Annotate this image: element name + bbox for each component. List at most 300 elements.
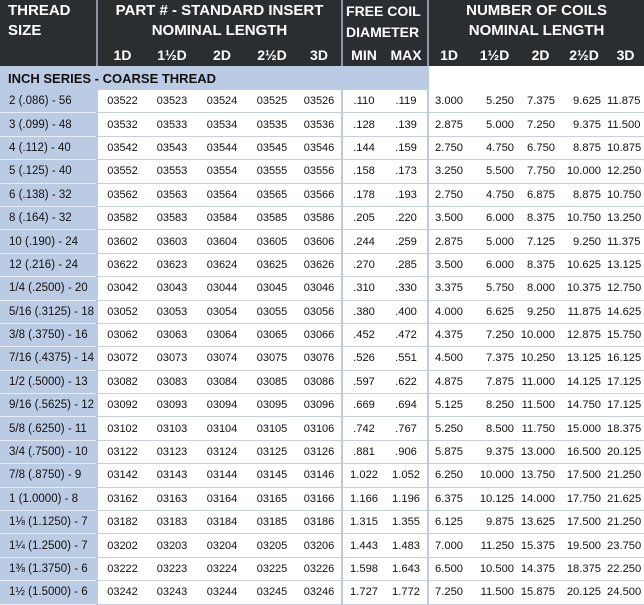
part-number-cell: 03583 <box>147 206 197 229</box>
diameter-max-cell: .694 <box>385 394 428 417</box>
thread-size-cell: 7/8 (.8750) - 9 <box>0 464 97 487</box>
table-row <box>0 253 644 276</box>
section-label: INCH SERIES - COARSE THREAD <box>0 66 428 90</box>
table-row <box>0 300 644 323</box>
coil-count-cell: 10.875 <box>607 136 644 159</box>
thread-size-cell: 12 (.216) - 24 <box>0 253 97 276</box>
thread-size-cell: 5 (.125) - 40 <box>0 160 97 183</box>
coil-count-cell: 17.125 <box>607 394 644 417</box>
thread-size-cell: 6 (.138) - 32 <box>0 183 97 206</box>
part-number-cell: 03096 <box>297 394 342 417</box>
coil-count-cell: 11.500 <box>469 581 520 604</box>
thread-size-cell: 2 (.086) - 56 <box>0 90 97 113</box>
coil-count-cell: 6.000 <box>469 253 520 276</box>
coil-count-cell: 8.500 <box>469 417 520 440</box>
coil-count-cell: 23.750 <box>607 534 644 557</box>
table-row <box>0 534 644 557</box>
coil-count-cell: 8.875 <box>561 183 607 206</box>
coil-count-cell: 6.500 <box>428 557 469 580</box>
free-coil-diameter-header: FREE COIL DIAMETER <box>342 0 428 44</box>
coil-count-cell: 15.000 <box>561 417 607 440</box>
coil-count-cell: 4.750 <box>469 136 520 159</box>
coil-count-cell: 5.500 <box>469 160 520 183</box>
table-row <box>0 230 644 253</box>
coil-count-cell: 3.500 <box>428 253 469 276</box>
coil-count-cell: 7.250 <box>428 581 469 604</box>
part-number-cell: 03165 <box>247 487 297 510</box>
table-row <box>0 370 644 393</box>
coil-count-cell: 9.250 <box>520 300 561 323</box>
part-number-cell: 03524 <box>197 90 247 113</box>
diameter-max-cell: .767 <box>385 417 428 440</box>
table-row <box>0 160 644 183</box>
diameter-min-cell: .526 <box>342 347 385 370</box>
diameter-max-cell: .159 <box>385 136 428 159</box>
part-number-cell: 03536 <box>297 113 342 136</box>
coil-count-cell: 13.125 <box>607 253 644 276</box>
diameter-min-cell: .669 <box>342 394 385 417</box>
coil-count-cell: 8.000 <box>520 277 561 300</box>
part-number-cell: 03582 <box>97 206 147 229</box>
diameter-min-cell: .244 <box>342 230 385 253</box>
coil-count-cell: 12.250 <box>607 160 644 183</box>
part-number-cell: 03053 <box>147 300 197 323</box>
thread-size-cell: 10 (.190) - 24 <box>0 230 97 253</box>
table-row <box>0 557 644 580</box>
coil-count-cell: 22.250 <box>607 557 644 580</box>
diameter-max-cell: 1.355 <box>385 511 428 534</box>
part-number-cell: 03626 <box>297 253 342 276</box>
coil-count-cell: 9.875 <box>469 511 520 534</box>
part-number-cell: 03244 <box>197 581 247 604</box>
part-number-cell: 03202 <box>97 534 147 557</box>
part-number-cell: 03246 <box>297 581 342 604</box>
coil-count-cell: 13.125 <box>561 347 607 370</box>
thread-size-cell: 5/16 (.3125) - 18 <box>0 300 97 323</box>
part-number-cell: 03225 <box>247 557 297 580</box>
part-number-cell: 03584 <box>197 206 247 229</box>
coil-count-cell: 5.250 <box>469 90 520 113</box>
coil-count-cell: 11.500 <box>607 113 644 136</box>
part-number-cell: 03105 <box>247 417 297 440</box>
coil-count-cell: 11.875 <box>561 300 607 323</box>
diameter-max-cell: 1.483 <box>385 534 428 557</box>
coil-count-cell: 10.750 <box>607 183 644 206</box>
diameter-min-label: MIN <box>342 44 385 66</box>
part-number-header: PART # - STANDARD INSERT NOMINAL LENGTH <box>97 0 342 44</box>
coil-count-cell: 17.500 <box>561 511 607 534</box>
part-number-cell: 03126 <box>297 440 342 463</box>
thread-size-cell: 7/16 (.4375) - 14 <box>0 347 97 370</box>
diameter-max-cell: .330 <box>385 277 428 300</box>
part-number-cell: 03184 <box>197 511 247 534</box>
coil-count-cell: 7.875 <box>469 370 520 393</box>
part-number-cell: 03052 <box>97 300 147 323</box>
diameter-min-cell: .742 <box>342 417 385 440</box>
diameter-min-cell: .205 <box>342 206 385 229</box>
coil-count-cell: 15.875 <box>520 581 561 604</box>
table-row <box>0 90 644 113</box>
diameter-min-cell: 1.727 <box>342 581 385 604</box>
diameter-min-cell: 1.166 <box>342 487 385 510</box>
part-number-cell: 03206 <box>297 534 342 557</box>
coil-count-cell: 6.250 <box>428 464 469 487</box>
thread-size-cell: 5/8 (.6250) - 11 <box>0 417 97 440</box>
coil-count-cell: 7.750 <box>520 160 561 183</box>
part-number-cell: 03123 <box>147 440 197 463</box>
part-number-cell: 03073 <box>147 347 197 370</box>
coil-count-cell: 3.250 <box>428 160 469 183</box>
table-row <box>0 136 644 159</box>
part-number-cell: 03563 <box>147 183 197 206</box>
diameter-max-cell: .622 <box>385 370 428 393</box>
diameter-min-cell: .270 <box>342 253 385 276</box>
coil-count-cell: 20.125 <box>607 440 644 463</box>
part-number-cell: 03185 <box>247 511 297 534</box>
part-number-cell: 03055 <box>247 300 297 323</box>
coil-count-cell: 11.875 <box>607 90 644 113</box>
coil-count-cell: 6.125 <box>428 511 469 534</box>
part-number-cell: 03602 <box>97 230 147 253</box>
part-number-cell: 03144 <box>197 464 247 487</box>
diameter-max-cell: .220 <box>385 206 428 229</box>
coil-count-cell: 12.750 <box>607 277 644 300</box>
part-number-cell: 03586 <box>297 206 342 229</box>
section-spacer <box>428 66 644 90</box>
coil-count-cell: 16.125 <box>607 347 644 370</box>
coil-count-cell: 4.000 <box>428 300 469 323</box>
part-number-cell: 03564 <box>197 183 247 206</box>
part-number-cell: 03224 <box>197 557 247 580</box>
diameter-min-cell: .178 <box>342 183 385 206</box>
coil-count-cell: 7.375 <box>520 90 561 113</box>
coil-count-cell: 14.125 <box>561 370 607 393</box>
coil-count-cell: 5.125 <box>428 394 469 417</box>
diameter-min-cell: 1.022 <box>342 464 385 487</box>
part-number-cell: 03525 <box>247 90 297 113</box>
part-number-cell: 03523 <box>147 90 197 113</box>
diameter-max-cell: .119 <box>385 90 428 113</box>
part-length-label: 1D <box>97 44 147 66</box>
part-number-cell: 03045 <box>247 277 297 300</box>
part-number-cell: 03183 <box>147 511 197 534</box>
diameter-max-cell: .906 <box>385 440 428 463</box>
table-row <box>0 464 644 487</box>
table-row <box>0 183 644 206</box>
coil-count-cell: 9.375 <box>561 113 607 136</box>
thread-size-cell: 1½ (1.5000) - 6 <box>0 581 97 604</box>
part-number-cell: 03243 <box>147 581 197 604</box>
diameter-max-cell: .400 <box>385 300 428 323</box>
diameter-min-cell: .881 <box>342 440 385 463</box>
part-number-cell: 03605 <box>247 230 297 253</box>
diameter-max-label: MAX <box>385 44 428 66</box>
part-number-cell: 03122 <box>97 440 147 463</box>
coil-count-cell: 3.500 <box>428 206 469 229</box>
part-number-cell: 03182 <box>97 511 147 534</box>
part-length-label: 2½D <box>257 47 287 63</box>
coil-count-cell: 17.750 <box>561 487 607 510</box>
table-row <box>0 487 644 510</box>
diameter-max-cell: 1.643 <box>385 557 428 580</box>
part-number-cell: 03555 <box>247 160 297 183</box>
coil-count-cell: 21.625 <box>607 487 644 510</box>
part-number-cell: 03226 <box>297 557 342 580</box>
coil-count-cell: 8.375 <box>520 206 561 229</box>
coil-count-cell: 2.750 <box>428 183 469 206</box>
coil-count-cell: 24.500 <box>607 581 644 604</box>
coil-count-cell: 10.500 <box>469 557 520 580</box>
part-number-cell: 03604 <box>197 230 247 253</box>
part-number-cell: 03565 <box>247 183 297 206</box>
part-number-cell: 03083 <box>147 370 197 393</box>
coil-length-label: 3D <box>616 47 635 63</box>
thread-size-cell: 4 (.112) - 40 <box>0 136 97 159</box>
coil-count-cell: 14.000 <box>520 487 561 510</box>
coil-count-cell: 11.000 <box>520 370 561 393</box>
diameter-max-cell: 1.052 <box>385 464 428 487</box>
table-row <box>0 511 644 534</box>
thread-size-cell: 1 (1.0000) - 8 <box>0 487 97 510</box>
diameter-max-cell: .259 <box>385 230 428 253</box>
coil-count-cell: 20.125 <box>561 581 607 604</box>
part-number-cell: 03543 <box>147 136 197 159</box>
part-number-cell: 03553 <box>147 160 197 183</box>
thread-size-cell: 3/8 (.3750) - 16 <box>0 323 97 346</box>
coil-count-cell: 15.375 <box>520 534 561 557</box>
table-row <box>0 113 644 136</box>
part-number-cell: 03046 <box>297 277 342 300</box>
part-number-cell: 03062 <box>97 323 147 346</box>
coil-count-cell: 10.750 <box>561 206 607 229</box>
part-number-cell: 03145 <box>247 464 297 487</box>
diameter-max-cell: 1.772 <box>385 581 428 604</box>
part-number-cell: 03554 <box>197 160 247 183</box>
table-row <box>0 277 644 300</box>
part-number-cell: 03056 <box>297 300 342 323</box>
part-number-cell: 03603 <box>147 230 197 253</box>
diameter-max-cell: .472 <box>385 323 428 346</box>
diameter-max-cell: .173 <box>385 160 428 183</box>
coil-length-label: 1D <box>440 47 458 63</box>
coil-count-cell: 11.750 <box>520 417 561 440</box>
coil-count-cell: 4.875 <box>428 370 469 393</box>
coil-count-cell: 2.875 <box>428 230 469 253</box>
diameter-min-cell: .452 <box>342 323 385 346</box>
coil-count-cell: 17.500 <box>561 464 607 487</box>
coil-length-label: 2D <box>531 47 550 63</box>
part-number-cell: 03072 <box>97 347 147 370</box>
thread-size-cell: 8 (.164) - 32 <box>0 206 97 229</box>
table-row <box>0 347 644 370</box>
part-number-cell: 03142 <box>97 464 147 487</box>
coil-count-cell: 6.375 <box>428 487 469 510</box>
part-number-cell: 03203 <box>147 534 197 557</box>
table-row <box>0 417 644 440</box>
coil-count-cell: 10.250 <box>520 347 561 370</box>
part-number-cell: 03245 <box>247 581 297 604</box>
coil-count-cell: 4.500 <box>428 347 469 370</box>
coil-count-cell: 14.750 <box>561 394 607 417</box>
part-number-cell: 03043 <box>147 277 197 300</box>
part-number-cell: 03146 <box>297 464 342 487</box>
table-row <box>0 440 644 463</box>
coil-count-cell: 5.000 <box>469 230 520 253</box>
part-number-cell: 03623 <box>147 253 197 276</box>
part-number-cell: 03093 <box>147 394 197 417</box>
coil-length-label: 1½D <box>479 47 510 63</box>
part-number-cell: 03622 <box>97 253 147 276</box>
part-number-cell: 03102 <box>97 417 147 440</box>
part-number-cell: 03545 <box>247 136 297 159</box>
part-number-cell: 03204 <box>197 534 247 557</box>
coil-count-cell: 5.750 <box>469 277 520 300</box>
coil-count-cell: 5.875 <box>428 440 469 463</box>
part-number-cell: 03095 <box>247 394 297 417</box>
coil-count-cell: 9.625 <box>561 90 607 113</box>
part-number-cell: 03625 <box>247 253 297 276</box>
coil-count-cell: 15.750 <box>607 323 644 346</box>
part-number-cell: 03535 <box>247 113 297 136</box>
coil-count-cell: 6.000 <box>469 206 520 229</box>
coil-count-cell: 5.000 <box>469 113 520 136</box>
coil-count-cell: 18.375 <box>561 557 607 580</box>
part-number-cell: 03104 <box>197 417 247 440</box>
coil-count-cell: 7.250 <box>469 323 520 346</box>
part-number-cell: 03566 <box>297 183 342 206</box>
coil-count-cell: 9.250 <box>561 230 607 253</box>
coil-count-cell: 11.250 <box>469 534 520 557</box>
part-number-cell: 03223 <box>147 557 197 580</box>
coil-count-cell: 4.750 <box>469 183 520 206</box>
part-number-cell: 03084 <box>197 370 247 393</box>
diameter-max-cell: .193 <box>385 183 428 206</box>
part-number-cell: 03526 <box>297 90 342 113</box>
part-number-cell: 03552 <box>97 160 147 183</box>
coil-count-cell: 5.250 <box>428 417 469 440</box>
part-number-cell: 03542 <box>97 136 147 159</box>
coil-count-cell: 13.000 <box>520 440 561 463</box>
part-number-cell: 03063 <box>147 323 197 346</box>
part-number-cell: 03522 <box>97 90 147 113</box>
part-number-cell: 03103 <box>147 417 197 440</box>
coil-count-cell: 3.375 <box>428 277 469 300</box>
part-number-cell: 03044 <box>197 277 247 300</box>
coil-count-cell: 19.500 <box>561 534 607 557</box>
thread-size-cell: 1/2 (.5000) - 13 <box>0 370 97 393</box>
part-number-cell: 03075 <box>247 347 297 370</box>
diameter-min-cell: .128 <box>342 113 385 136</box>
diameter-min-cell: 1.315 <box>342 511 385 534</box>
coil-count-cell: 7.250 <box>520 113 561 136</box>
thread-size-header: THREAD SIZE <box>8 2 71 39</box>
diameter-min-cell: .158 <box>342 160 385 183</box>
part-number-cell: 03242 <box>97 581 147 604</box>
diameter-max-cell: .139 <box>385 113 428 136</box>
part-number-cell: 03163 <box>147 487 197 510</box>
part-number-cell: 03556 <box>297 160 342 183</box>
coil-count-cell: 10.000 <box>520 323 561 346</box>
part-number-cell: 03585 <box>247 206 297 229</box>
part-number-cell: 03074 <box>197 347 247 370</box>
diameter-min-cell: .110 <box>342 90 385 113</box>
coil-count-cell: 13.625 <box>520 511 561 534</box>
part-number-cell: 03125 <box>247 440 297 463</box>
coil-count-cell: 11.375 <box>607 230 644 253</box>
table-row <box>0 206 644 229</box>
coil-count-cell: 12.875 <box>561 323 607 346</box>
part-number-cell: 03076 <box>297 347 342 370</box>
part-number-cell: 03064 <box>197 323 247 346</box>
part-number-cell: 03082 <box>97 370 147 393</box>
part-number-cell: 03534 <box>197 113 247 136</box>
part-number-cell: 03066 <box>297 323 342 346</box>
diameter-min-cell: .144 <box>342 136 385 159</box>
coil-count-cell: 10.375 <box>561 277 607 300</box>
part-length-label: 1½D <box>157 47 187 63</box>
coil-count-cell: 6.750 <box>520 136 561 159</box>
part-number-cell: 03086 <box>297 370 342 393</box>
part-number-cell: 03054 <box>197 300 247 323</box>
thread-size-cell: 3 (.099) - 48 <box>0 113 97 136</box>
coil-count-cell: 11.500 <box>520 394 561 417</box>
coil-count-cell: 6.625 <box>469 300 520 323</box>
thread-size-cell: 3/4 (.7500) - 10 <box>0 440 97 463</box>
coil-count-cell: 10.000 <box>561 160 607 183</box>
part-number-cell: 03533 <box>147 113 197 136</box>
diameter-min-cell: .380 <box>342 300 385 323</box>
part-number-cell: 03532 <box>97 113 147 136</box>
thread-size-cell: 1⅛ (1.1250) - 7 <box>0 511 97 534</box>
part-number-cell: 03124 <box>197 440 247 463</box>
coil-count-cell: 21.250 <box>607 511 644 534</box>
diameter-max-cell: 1.196 <box>385 487 428 510</box>
coil-count-cell: 7.000 <box>428 534 469 557</box>
coil-length-label: 2½D <box>569 47 599 63</box>
diameter-max-cell: .551 <box>385 347 428 370</box>
part-number-cell: 03606 <box>297 230 342 253</box>
part-number-cell: 03186 <box>297 511 342 534</box>
diameter-min-cell: .597 <box>342 370 385 393</box>
diameter-min-cell: 1.598 <box>342 557 385 580</box>
coil-count-cell: 8.375 <box>520 253 561 276</box>
part-length-label: 3D <box>310 47 328 63</box>
coil-count-cell: 7.125 <box>520 230 561 253</box>
number-of-coils-header: NUMBER OF COILS NOMINAL LENGTH <box>466 2 607 39</box>
coil-count-cell: 10.625 <box>561 253 607 276</box>
part-number-cell: 03162 <box>97 487 147 510</box>
table-row <box>0 581 644 604</box>
coil-count-cell: 14.625 <box>607 300 644 323</box>
part-number-cell: 03092 <box>97 394 147 417</box>
coil-count-cell: 18.375 <box>607 417 644 440</box>
coil-count-cell: 4.375 <box>428 323 469 346</box>
coil-count-cell: 13.750 <box>520 464 561 487</box>
coil-count-cell: 2.750 <box>428 136 469 159</box>
coil-count-cell: 10.125 <box>469 487 520 510</box>
thread-size-cell: 9/16 (.5625) - 12 <box>0 394 97 417</box>
part-number-cell: 03562 <box>97 183 147 206</box>
part-number-cell: 03544 <box>197 136 247 159</box>
diameter-min-cell: .310 <box>342 277 385 300</box>
part-number-cell: 03164 <box>197 487 247 510</box>
part-number-cell: 03106 <box>297 417 342 440</box>
table-row <box>0 394 644 417</box>
thread-size-cell: 1¼ (1.2500) - 7 <box>0 534 97 557</box>
part-number-cell: 03065 <box>247 323 297 346</box>
thread-size-cell: 1⅜ (1.3750) - 6 <box>0 557 97 580</box>
coil-count-cell: 8.875 <box>561 136 607 159</box>
